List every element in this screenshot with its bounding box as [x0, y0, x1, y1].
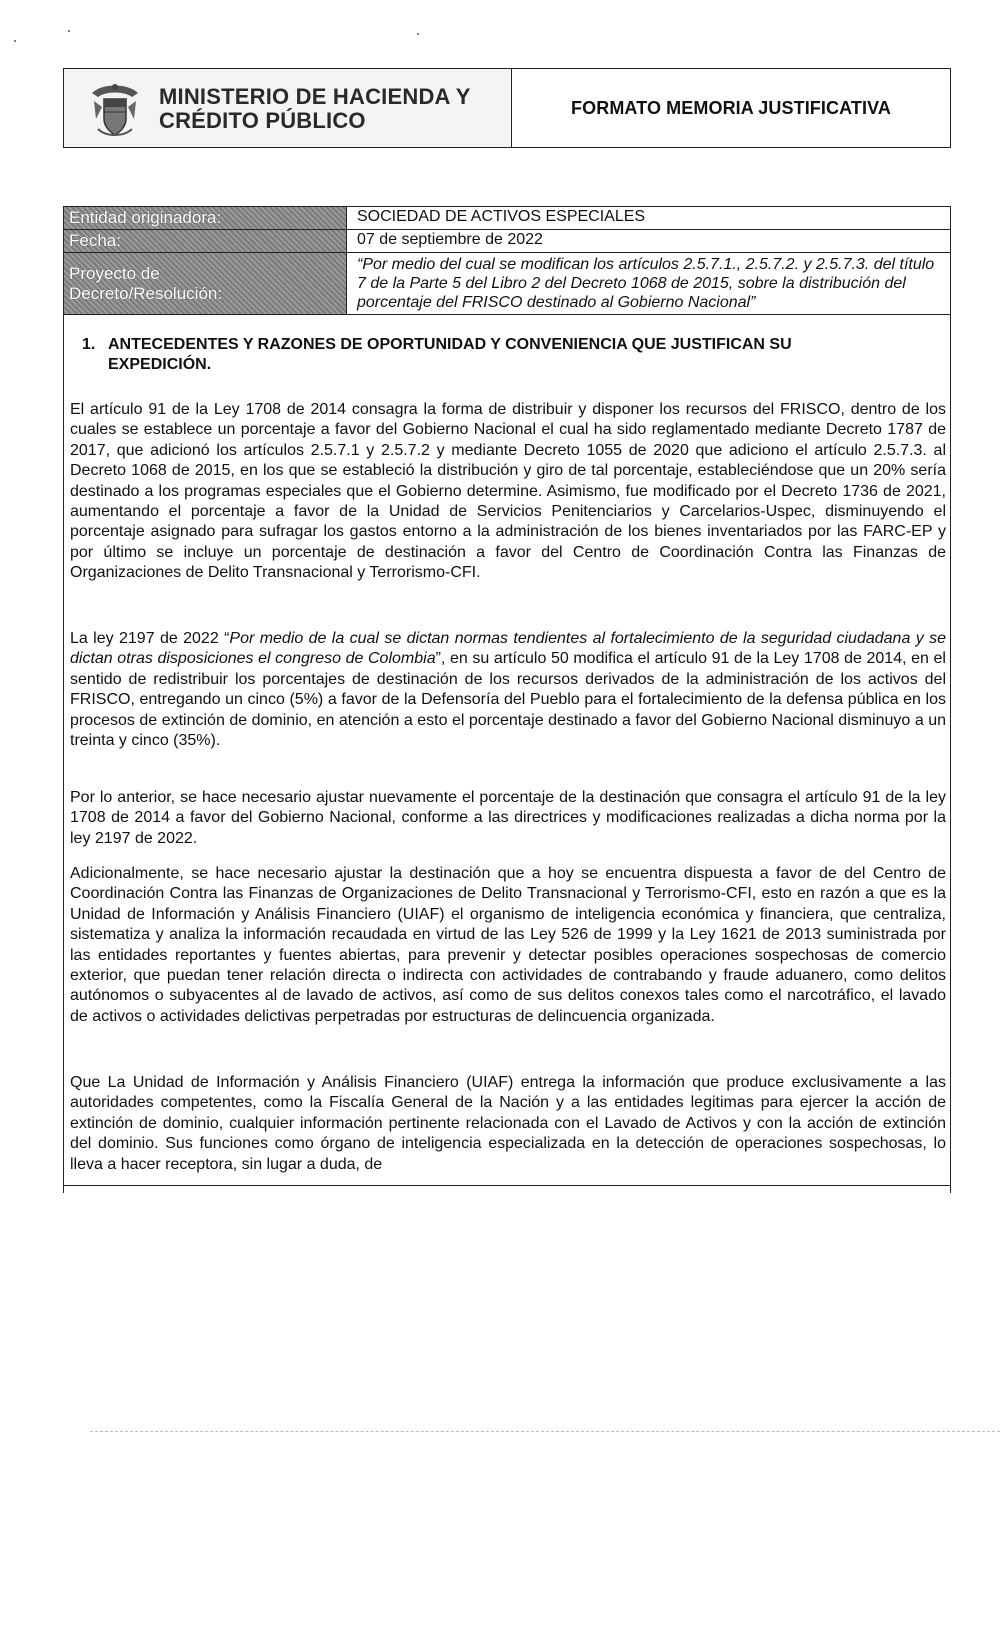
paragraph-2: [70, 629, 946, 751]
paragraph-5: Que La Unidad de Información y Análisis Financiero (UIAF) entrega la información que produce exclusivamente a las autoridades competentes, como la Fiscalía General de la Nación y a las entidades legitimas para ejercer la acción de extinción de dominio, cualquier información pertinente relacionada con el Lavado de Activos y con la acción de extinción del dominio. Sus funciones como órgano de inteligencia especializada en la detección de operaciones sospechosas, lo lleva a hacer receptora, sin lugar a duda, de: [70, 1074, 946, 1173]
section-number: 1.: [82, 336, 96, 353]
scan-speck: [68, 30, 70, 32]
info-row-project: [64, 253, 950, 314]
section-title-line-1: ANTECEDENTES Y RAZONES DE OPORTUNIDAD Y CONVENIENCIA QUE JUSTIFICAN SU: [108, 336, 792, 353]
info-row-date: [64, 230, 950, 253]
entity-value: SOCIEDAD DE ACTIVOS ESPECIALES: [357, 208, 646, 225]
scan-speck: [14, 40, 16, 42]
paragraph-4: Adicionalmente, se hace necesario ajustar la destinación que a hoy se encuentra dispuesta a favor de del Centro de Coordinación Contra las Finanzas de Organizaciones de Delito Transnacional y Terrorismo-CFI, esto en razón a que es la Unidad de Información y Análisis Financiero (UIAF) el organismo de inteligencia económica y financiera, que centraliza, sistematiza y analiza la información recaudada en virtud de las Ley 526 de 1999 y la Ley 1621 de 2013 suministrada por las entidades reportantes y fuentes abiertas, para prevenir y detectar posibles operaciones sospechosas de comercio exterior, que puedan tener relación directa o indirecta con actividades de contrabando y fraude aduanero, como delitos autónomos o subyacentes al de lavado de activos, así como de sus delitos conexos tales como el narcotráfico, el lavado de activos o actividades delictivas perpetradas por estructuras de delincuencia organizada.: [70, 865, 946, 1025]
content-frame: [63, 313, 951, 1193]
paragraph-3: Por lo anterior, se hace necesario ajustar nuevamente el porcentaje de la destinación que consagra el artículo 91 de la ley 1708 de 2014 a favor del Gobierno Nacional, conforme a las directrices y modificaciones realizadas a dicha norma por la ley 2197 de 2022.: [70, 789, 946, 847]
date-label: Fecha:: [64, 230, 347, 252]
info-table: [63, 206, 951, 315]
page-footer-rule: [90, 1431, 1000, 1432]
ministry-block: [64, 69, 512, 147]
scan-speck: [417, 33, 419, 35]
format-title: FORMATO MEMORIA JUSTIFICATIVA: [571, 97, 891, 118]
paragraph-2-end: ”, en su artículo 50 modifica el artículo 91 de la Ley 1708 de 2014, en el sentido de redistribuir los porcentajes de destinación de los recursos derivados de la administración de los activos del FRISCO, entregando un cinco (5%) a favor de la Defensoría del Pueblo para el fortalecimiento de la defensa pública en los procesos de extinción de dominio, en atención a esto el porcentaje destinado a favor del Gobierno Nacional disminuyo a un treinta y cinco (35%).: [70, 650, 946, 750]
entity-label: Entidad originadora:: [64, 207, 347, 229]
paragraph-2-start: La ley 2197 de 2022 “: [70, 630, 230, 647]
project-label-line-2: Decreto/Resolución:: [69, 283, 223, 303]
info-row-entity: [64, 207, 950, 230]
project-label: [64, 253, 347, 314]
document-header: [63, 68, 951, 148]
paragraph-1: El artículo 91 de la Ley 1708 de 2014 consagra la forma de distribuir y disponer los recursos del FRISCO, dentro de los cuales se establece un porcentaje a favor del Gobierno Nacional el cual ha sido reglamentado mediante Decreto 1787 de 2017, que adicionó los artículos 2.5.7.1 y 2.5.7.2 y mediante Decreto 1055 de 2020 que adiciono el artículo 2.5.7.3. al Decreto 1068 de 2015, en los que se estableció la distribución y giro de tal porcentaje, estableciéndose que un 20% sería destinado a los programas especiales que el Gobierno determine. Asimismo, fue modificado por el Decreto 1736 de 2021, aumentando el porcentaje a favor de la Unidad de Servicios Penitenciarios y Carcelarios-Uspec, disminuyendo el porcentaje asignado para sufragar los gastos entorno a la administración de los bienes inventariados por las FARC-EP y por último se incluye un porcentaje de destinación a favor del Centro de Coordinación Contra las Finanzas de Organizaciones de Delito Transnacional y Terrorismo-CFI.: [70, 401, 946, 582]
colombia-coat-of-arms-icon: [84, 79, 146, 141]
project-value: “Por medio del cual se modifican los artículos 2.5.7.1., 2.5.7.2. y 2.5.7.3. del título 7 de la Parte 5 del Libro 2 del Decreto 1068 de 2015, sobre la distribución del porcentaje del FRISCO destinado al Gobierno Nacional”: [357, 256, 935, 311]
content-frame-bottom-border: [63, 1185, 951, 1186]
date-value: 07 de septiembre de 2022: [357, 231, 543, 248]
paragraph-2-law-title: Por medio de la cual se dictan normas tendientes al fortalecimiento de la seguridad ciudadana y se dictan otras disposiciones el congreso de Colombia: [70, 630, 946, 668]
section-title-line-2: EXPEDICIÓN.: [108, 356, 212, 373]
format-title-cell: [512, 69, 950, 147]
ministry-name: [159, 85, 471, 133]
ministry-line-1: MINISTERIO DE HACIENDA Y: [159, 84, 471, 109]
section-heading: [82, 335, 882, 375]
project-label-line-1: Proyecto de: [69, 263, 160, 283]
ministry-line-2: CRÉDITO PÚBLICO: [159, 108, 366, 133]
